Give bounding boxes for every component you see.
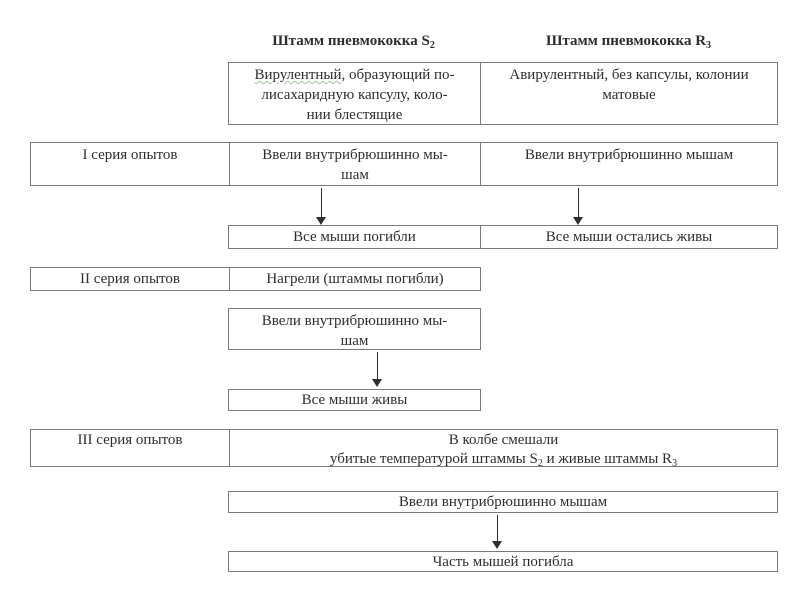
series1-r3-inject-cell [480, 143, 777, 185]
strain-r3-header-text: Штамм пневмококка R [545, 33, 707, 49]
series3-row [30, 429, 778, 467]
series3-label: III серия опытов [77, 432, 183, 448]
s2-description-line1-rest: , образующий по- [341, 67, 455, 83]
down-arrow-icon [372, 352, 383, 387]
series2-inject-line1: Ввели внутрибрюшинно мы- [261, 313, 448, 329]
series1-s2-inject-line1: Ввели внутрибрюшинно мы- [262, 147, 448, 163]
series1-result-row [228, 225, 778, 249]
series3-mix-line1: В колбе смешали [448, 432, 559, 448]
series1-label-cell [31, 143, 229, 185]
strain-r3-description-cell [480, 63, 777, 124]
series3-s2-subscript: 2 [537, 458, 543, 469]
series3-mix-cell [229, 430, 777, 469]
series3-result-box [228, 551, 778, 572]
series1-r3-result-text: Все мыши остались живы [545, 229, 713, 245]
series3-inject-cell [229, 492, 777, 512]
series2-label-cell [31, 268, 229, 290]
series1-row [30, 142, 778, 186]
down-arrow-icon [573, 188, 584, 225]
series3-label-cell [31, 430, 229, 466]
series3-mix-line2-part1: убитые температурой штаммы S [329, 451, 538, 467]
series2-label: II серия опытов [80, 271, 180, 287]
series3-inject-text: Ввели внутрибрюшинно мышам [398, 494, 608, 510]
down-arrow-icon [316, 188, 327, 225]
series1-s2-result-text: Все мыши погибли [293, 229, 416, 245]
down-arrow-icon [492, 515, 503, 549]
series3-mix-line2-part2: и живые штаммы R [542, 451, 673, 467]
series2-heat-cell [229, 268, 480, 290]
series2-row [30, 267, 481, 291]
strain-r3-subscript: 3 [706, 40, 712, 51]
virulent-underlined-word: Вирулентный [254, 67, 342, 83]
series1-s2-inject-line2: шам [341, 167, 369, 183]
series2-result-cell [229, 390, 480, 410]
strain-description-table [228, 62, 778, 125]
series3-result-cell [229, 552, 777, 571]
r3-description-line2: матовые [602, 87, 656, 103]
strain-s2-subscript: 2 [429, 40, 435, 51]
s2-description-line3: нии блестящие [306, 107, 403, 123]
series2-inject-line2: шам [340, 333, 369, 349]
r3-description-line1: Авирулентный, без капсулы, колонии [509, 67, 749, 83]
series3-r3-subscript: 3 [672, 458, 678, 469]
series1-label: I серия опытов [82, 147, 178, 163]
series1-s2-inject-cell [229, 143, 480, 185]
strain-r3-header [479, 30, 778, 52]
strain-s2-description-cell [229, 63, 480, 124]
strain-s2-header [228, 30, 479, 52]
series1-r3-result-cell [480, 226, 777, 248]
series2-inject-box [228, 308, 481, 350]
strain-s2-header-text: Штамм пневмококка S [272, 33, 430, 49]
series1-r3-inject-text: Ввели внутрибрюшинно мышам [524, 147, 734, 163]
series3-inject-box [228, 491, 778, 513]
series1-s2-result-cell [229, 226, 480, 248]
series2-result-text: Все мыши живы [301, 392, 408, 408]
s2-description-line2: лисахаридную капсулу, коло- [261, 87, 448, 103]
series2-result-box [228, 389, 481, 411]
series2-heat-text: Нагрели (штаммы погибли) [266, 271, 444, 287]
series3-result-text: Часть мышей погибла [432, 553, 574, 570]
series2-inject-cell [229, 309, 480, 349]
